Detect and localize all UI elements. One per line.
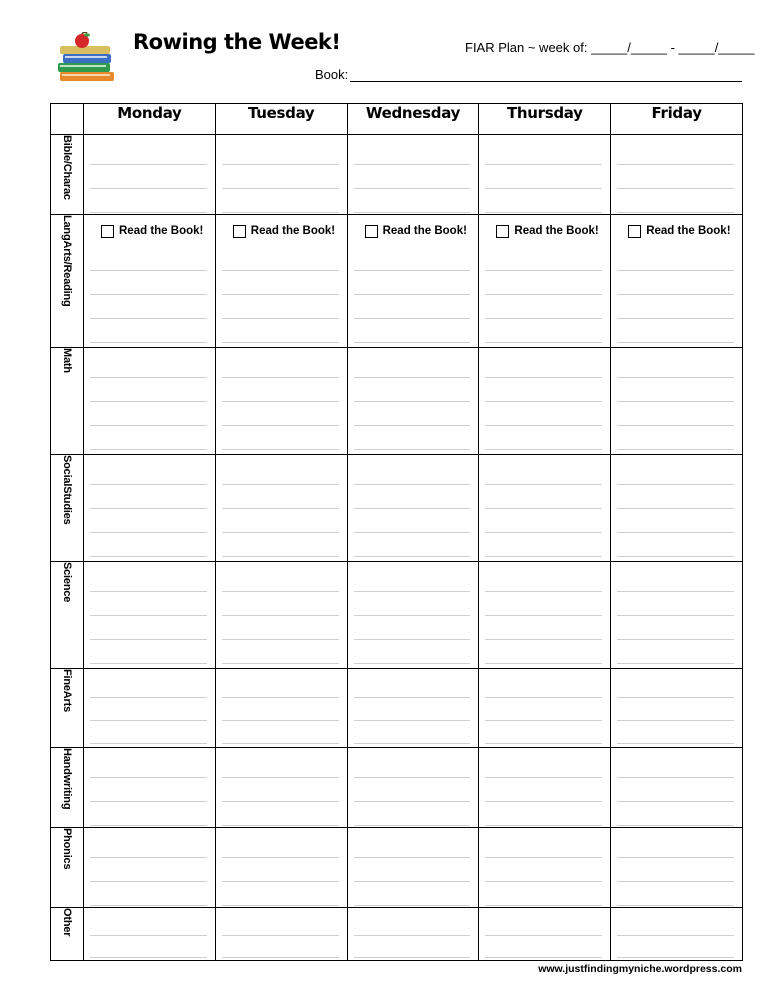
day-header-wednesday: Wednesday xyxy=(347,104,479,135)
writing-line[interactable] xyxy=(222,778,339,802)
writing-line[interactable] xyxy=(354,754,471,778)
plan-cell[interactable] xyxy=(215,215,347,348)
writing-line[interactable] xyxy=(354,354,471,378)
writing-line[interactable] xyxy=(485,721,602,744)
writing-line[interactable] xyxy=(222,698,339,721)
plan-cell[interactable] xyxy=(347,135,479,215)
writing-line[interactable] xyxy=(617,721,734,744)
checkbox-label: Read the Book! xyxy=(250,225,336,237)
writing-line[interactable] xyxy=(617,882,734,906)
writing-line[interactable] xyxy=(617,189,734,213)
plan-cell[interactable] xyxy=(479,348,611,455)
writing-line[interactable] xyxy=(90,402,207,426)
writing-line[interactable] xyxy=(222,485,339,509)
plan-cell[interactable] xyxy=(611,348,743,455)
subject-label: Handwriting xyxy=(61,748,73,810)
subject-label: SocialStudies xyxy=(61,455,73,525)
writing-line[interactable] xyxy=(222,802,339,826)
writing-line[interactable] xyxy=(90,675,207,698)
writing-line[interactable] xyxy=(222,271,339,295)
writing-line[interactable] xyxy=(222,858,339,882)
subject-row xyxy=(51,135,743,215)
writing-line[interactable] xyxy=(617,616,734,640)
writing-line[interactable] xyxy=(354,698,471,721)
writing-line[interactable] xyxy=(90,698,207,721)
subject-label: Other xyxy=(61,908,73,937)
writing-line[interactable] xyxy=(222,247,339,271)
checkbox-label: Read the Book! xyxy=(119,225,204,237)
subject-label: Math xyxy=(61,348,73,373)
subject-label-cell xyxy=(51,828,84,908)
writing-line[interactable] xyxy=(485,858,602,882)
plan-cell[interactable] xyxy=(84,748,216,828)
writing-line[interactable] xyxy=(222,914,339,936)
writing-line[interactable] xyxy=(354,640,471,664)
page-title: Rowing the Week! xyxy=(133,30,341,54)
writing-line[interactable] xyxy=(222,354,339,378)
writing-line[interactable] xyxy=(617,936,734,958)
writing-line[interactable] xyxy=(354,675,471,698)
checkbox[interactable] xyxy=(101,225,114,238)
writing-line[interactable] xyxy=(485,592,602,616)
plan-cell[interactable] xyxy=(479,908,611,961)
subject-label-cell xyxy=(51,908,84,961)
writing-line[interactable] xyxy=(617,754,734,778)
book-input-line[interactable] xyxy=(350,67,742,82)
writing-line[interactable] xyxy=(485,247,602,271)
plan-cell[interactable] xyxy=(611,455,743,562)
writing-line[interactable] xyxy=(485,461,602,485)
day-header-thursday: Thursday xyxy=(479,104,611,135)
subject-label-cell xyxy=(51,562,84,669)
writing-line[interactable] xyxy=(485,936,602,958)
writing-line[interactable] xyxy=(222,568,339,592)
subject-label-cell xyxy=(51,669,84,748)
writing-line[interactable] xyxy=(617,271,734,295)
writing-line[interactable] xyxy=(617,141,734,165)
writing-line[interactable] xyxy=(485,675,602,698)
writing-line[interactable] xyxy=(90,426,207,450)
writing-line[interactable] xyxy=(354,882,471,906)
writing-line[interactable] xyxy=(354,568,471,592)
writing-line[interactable] xyxy=(354,592,471,616)
subject-label: Phonics xyxy=(61,828,73,870)
plan-cell[interactable] xyxy=(611,215,743,348)
plan-cell[interactable] xyxy=(479,215,611,348)
writing-line[interactable] xyxy=(354,616,471,640)
writing-line[interactable] xyxy=(485,754,602,778)
writing-line[interactable] xyxy=(354,319,471,343)
day-header-monday: Monday xyxy=(84,104,216,135)
writing-line[interactable] xyxy=(222,319,339,343)
plan-cell[interactable] xyxy=(611,908,743,961)
writing-line[interactable] xyxy=(617,568,734,592)
writing-line[interactable] xyxy=(354,802,471,826)
writing-line[interactable] xyxy=(485,141,602,165)
writing-line[interactable] xyxy=(485,616,602,640)
checkbox[interactable] xyxy=(628,225,641,238)
checkbox[interactable] xyxy=(365,225,378,238)
writing-line[interactable] xyxy=(485,778,602,802)
checkbox-label: Read the Book! xyxy=(514,225,599,237)
writing-line[interactable] xyxy=(354,402,471,426)
writing-line[interactable] xyxy=(222,509,339,533)
plan-cell[interactable] xyxy=(84,455,216,562)
writing-line[interactable] xyxy=(90,778,207,802)
writing-line[interactable] xyxy=(90,568,207,592)
plan-cell[interactable] xyxy=(215,748,347,828)
writing-line[interactable] xyxy=(485,509,602,533)
writing-line[interactable] xyxy=(90,378,207,402)
writing-line[interactable] xyxy=(90,754,207,778)
writing-line[interactable] xyxy=(90,295,207,319)
writing-line[interactable] xyxy=(354,189,471,213)
writing-line[interactable] xyxy=(354,426,471,450)
subject-row xyxy=(51,828,743,908)
subject-label-cell xyxy=(51,348,84,455)
plan-cell[interactable] xyxy=(84,348,216,455)
writing-line[interactable] xyxy=(222,675,339,698)
writing-line[interactable] xyxy=(617,834,734,858)
subject-label: LangArts/Reading xyxy=(61,215,73,307)
writing-line[interactable] xyxy=(617,426,734,450)
writing-line[interactable] xyxy=(90,165,207,189)
plan-cell[interactable] xyxy=(611,562,743,669)
writing-line[interactable] xyxy=(222,592,339,616)
writing-line[interactable] xyxy=(617,485,734,509)
writing-line[interactable] xyxy=(222,295,339,319)
writing-line[interactable] xyxy=(617,533,734,557)
writing-line[interactable] xyxy=(222,721,339,744)
plan-cell[interactable] xyxy=(84,135,216,215)
plan-cell[interactable] xyxy=(347,669,479,748)
writing-line[interactable] xyxy=(90,616,207,640)
writing-line[interactable] xyxy=(90,141,207,165)
writing-line[interactable] xyxy=(485,485,602,509)
plan-cell[interactable] xyxy=(347,828,479,908)
writing-line[interactable] xyxy=(485,165,602,189)
writing-line[interactable] xyxy=(90,592,207,616)
writing-line[interactable] xyxy=(617,675,734,698)
writing-line[interactable] xyxy=(90,509,207,533)
writing-line[interactable] xyxy=(354,485,471,509)
subject-label: Science xyxy=(61,562,73,603)
book-label: Book: xyxy=(315,67,349,82)
writing-line[interactable] xyxy=(617,247,734,271)
weekly-plan-table xyxy=(50,103,743,961)
writing-line[interactable] xyxy=(617,165,734,189)
writing-line[interactable] xyxy=(485,882,602,906)
writing-line[interactable] xyxy=(485,378,602,402)
plan-cell[interactable] xyxy=(347,562,479,669)
writing-line[interactable] xyxy=(90,936,207,958)
writing-line[interactable] xyxy=(222,754,339,778)
plan-cell[interactable] xyxy=(347,455,479,562)
writing-line[interactable] xyxy=(354,247,471,271)
plan-cell[interactable] xyxy=(215,828,347,908)
writing-line[interactable] xyxy=(222,141,339,165)
plan-cell[interactable] xyxy=(347,215,479,348)
writing-line[interactable] xyxy=(90,247,207,271)
plan-cell[interactable] xyxy=(84,828,216,908)
writing-line[interactable] xyxy=(354,914,471,936)
writing-line[interactable] xyxy=(222,402,339,426)
writing-line[interactable] xyxy=(222,378,339,402)
writing-line[interactable] xyxy=(617,640,734,664)
writing-line[interactable] xyxy=(90,354,207,378)
plan-cell[interactable] xyxy=(215,562,347,669)
writing-line[interactable] xyxy=(90,914,207,936)
writing-line[interactable] xyxy=(485,426,602,450)
subject-row xyxy=(51,748,743,828)
writing-line[interactable] xyxy=(354,533,471,557)
plan-cell[interactable] xyxy=(479,748,611,828)
footer-url: www.justfindingmyniche.wordpress.com xyxy=(538,963,742,975)
subject-row xyxy=(51,348,743,455)
writing-line[interactable] xyxy=(485,640,602,664)
subject-label: FineArts xyxy=(61,669,73,713)
checkbox[interactable] xyxy=(233,225,246,238)
writing-line[interactable] xyxy=(354,295,471,319)
writing-line[interactable] xyxy=(354,721,471,744)
writing-line[interactable] xyxy=(617,914,734,936)
writing-line[interactable] xyxy=(354,778,471,802)
plan-cell[interactable] xyxy=(347,908,479,961)
writing-line[interactable] xyxy=(617,461,734,485)
book-field[interactable] xyxy=(315,64,742,82)
plan-cell[interactable] xyxy=(347,348,479,455)
writing-line[interactable] xyxy=(354,378,471,402)
writing-line[interactable] xyxy=(222,165,339,189)
writing-line[interactable] xyxy=(222,616,339,640)
week-of-field[interactable]: FIAR Plan ~ week of: _____/_____ - _____/_____ xyxy=(465,40,755,55)
plan-cell[interactable] xyxy=(84,908,216,961)
subject-row xyxy=(51,455,743,562)
writing-line[interactable] xyxy=(222,189,339,213)
writing-line[interactable] xyxy=(354,509,471,533)
plan-cell[interactable] xyxy=(611,828,743,908)
subject-row xyxy=(51,215,743,348)
checkbox[interactable] xyxy=(496,225,509,238)
writing-line[interactable] xyxy=(485,568,602,592)
writing-line[interactable] xyxy=(617,858,734,882)
writing-line[interactable] xyxy=(485,698,602,721)
writing-line[interactable] xyxy=(90,189,207,213)
books-apple-icon xyxy=(54,32,118,84)
writing-line[interactable] xyxy=(617,354,734,378)
writing-line[interactable] xyxy=(354,834,471,858)
writing-line[interactable] xyxy=(485,189,602,213)
writing-line[interactable] xyxy=(354,271,471,295)
writing-line[interactable] xyxy=(485,533,602,557)
writing-line[interactable] xyxy=(90,640,207,664)
subject-label-cell xyxy=(51,455,84,562)
writing-line[interactable] xyxy=(354,165,471,189)
writing-line[interactable] xyxy=(90,271,207,295)
subject-row xyxy=(51,562,743,669)
plan-cell[interactable] xyxy=(611,669,743,748)
writing-line[interactable] xyxy=(90,485,207,509)
writing-line[interactable] xyxy=(222,640,339,664)
writing-line[interactable] xyxy=(617,402,734,426)
writing-line[interactable] xyxy=(90,858,207,882)
writing-line[interactable] xyxy=(354,141,471,165)
writing-line[interactable] xyxy=(485,319,602,343)
plan-cell[interactable] xyxy=(347,748,479,828)
subject-row xyxy=(51,908,743,961)
read-book-check[interactable] xyxy=(617,221,734,241)
plan-cell[interactable] xyxy=(215,348,347,455)
writing-line[interactable] xyxy=(617,802,734,826)
read-book-check[interactable] xyxy=(485,221,602,241)
subject-label-cell xyxy=(51,215,84,348)
writing-line[interactable] xyxy=(485,402,602,426)
plan-cell[interactable] xyxy=(611,748,743,828)
writing-line[interactable] xyxy=(617,698,734,721)
day-header-tuesday: Tuesday xyxy=(215,104,347,135)
writing-line[interactable] xyxy=(222,533,339,557)
read-book-check[interactable] xyxy=(354,221,471,241)
plan-cell[interactable] xyxy=(479,135,611,215)
writing-line[interactable] xyxy=(617,295,734,319)
plan-cell[interactable] xyxy=(84,562,216,669)
day-header-row xyxy=(51,104,743,135)
writing-line[interactable] xyxy=(354,858,471,882)
writing-line[interactable] xyxy=(222,461,339,485)
read-book-check[interactable] xyxy=(222,221,339,241)
writing-line[interactable] xyxy=(90,533,207,557)
writing-line[interactable] xyxy=(354,461,471,485)
writing-line[interactable] xyxy=(90,721,207,744)
writing-line[interactable] xyxy=(485,354,602,378)
plan-cell[interactable] xyxy=(479,828,611,908)
corner-cell xyxy=(51,104,84,135)
writing-line[interactable] xyxy=(222,834,339,858)
writing-line[interactable] xyxy=(90,882,207,906)
writing-line[interactable] xyxy=(617,778,734,802)
subject-row xyxy=(51,669,743,748)
plan-cell[interactable] xyxy=(215,908,347,961)
writing-line[interactable] xyxy=(90,461,207,485)
plan-cell[interactable] xyxy=(84,669,216,748)
writing-line[interactable] xyxy=(222,426,339,450)
subject-label-cell xyxy=(51,135,84,215)
subject-label: Bible/Charac xyxy=(61,135,73,200)
writing-line[interactable] xyxy=(617,592,734,616)
plan-cell[interactable] xyxy=(479,669,611,748)
writing-line[interactable] xyxy=(617,319,734,343)
writing-line[interactable] xyxy=(485,295,602,319)
plan-cell[interactable] xyxy=(215,669,347,748)
writing-line[interactable] xyxy=(485,802,602,826)
writing-line[interactable] xyxy=(617,509,734,533)
checkbox-label: Read the Book! xyxy=(382,225,467,237)
writing-line[interactable] xyxy=(485,914,602,936)
plan-cell[interactable] xyxy=(479,562,611,669)
writing-line[interactable] xyxy=(485,834,602,858)
writing-line[interactable] xyxy=(90,802,207,826)
writing-line[interactable] xyxy=(90,319,207,343)
plan-cell[interactable] xyxy=(215,135,347,215)
writing-line[interactable] xyxy=(90,834,207,858)
plan-cell[interactable] xyxy=(215,455,347,562)
writing-line[interactable] xyxy=(617,378,734,402)
checkbox-label: Read the Book! xyxy=(646,225,731,237)
writing-line[interactable] xyxy=(222,936,339,958)
plan-cell[interactable] xyxy=(84,215,216,348)
writing-line[interactable] xyxy=(485,271,602,295)
day-header-friday: Friday xyxy=(611,104,743,135)
plan-cell[interactable] xyxy=(611,135,743,215)
writing-line[interactable] xyxy=(354,936,471,958)
subject-label-cell xyxy=(51,748,84,828)
writing-line[interactable] xyxy=(222,882,339,906)
read-book-check[interactable] xyxy=(90,221,207,241)
plan-cell[interactable] xyxy=(479,455,611,562)
